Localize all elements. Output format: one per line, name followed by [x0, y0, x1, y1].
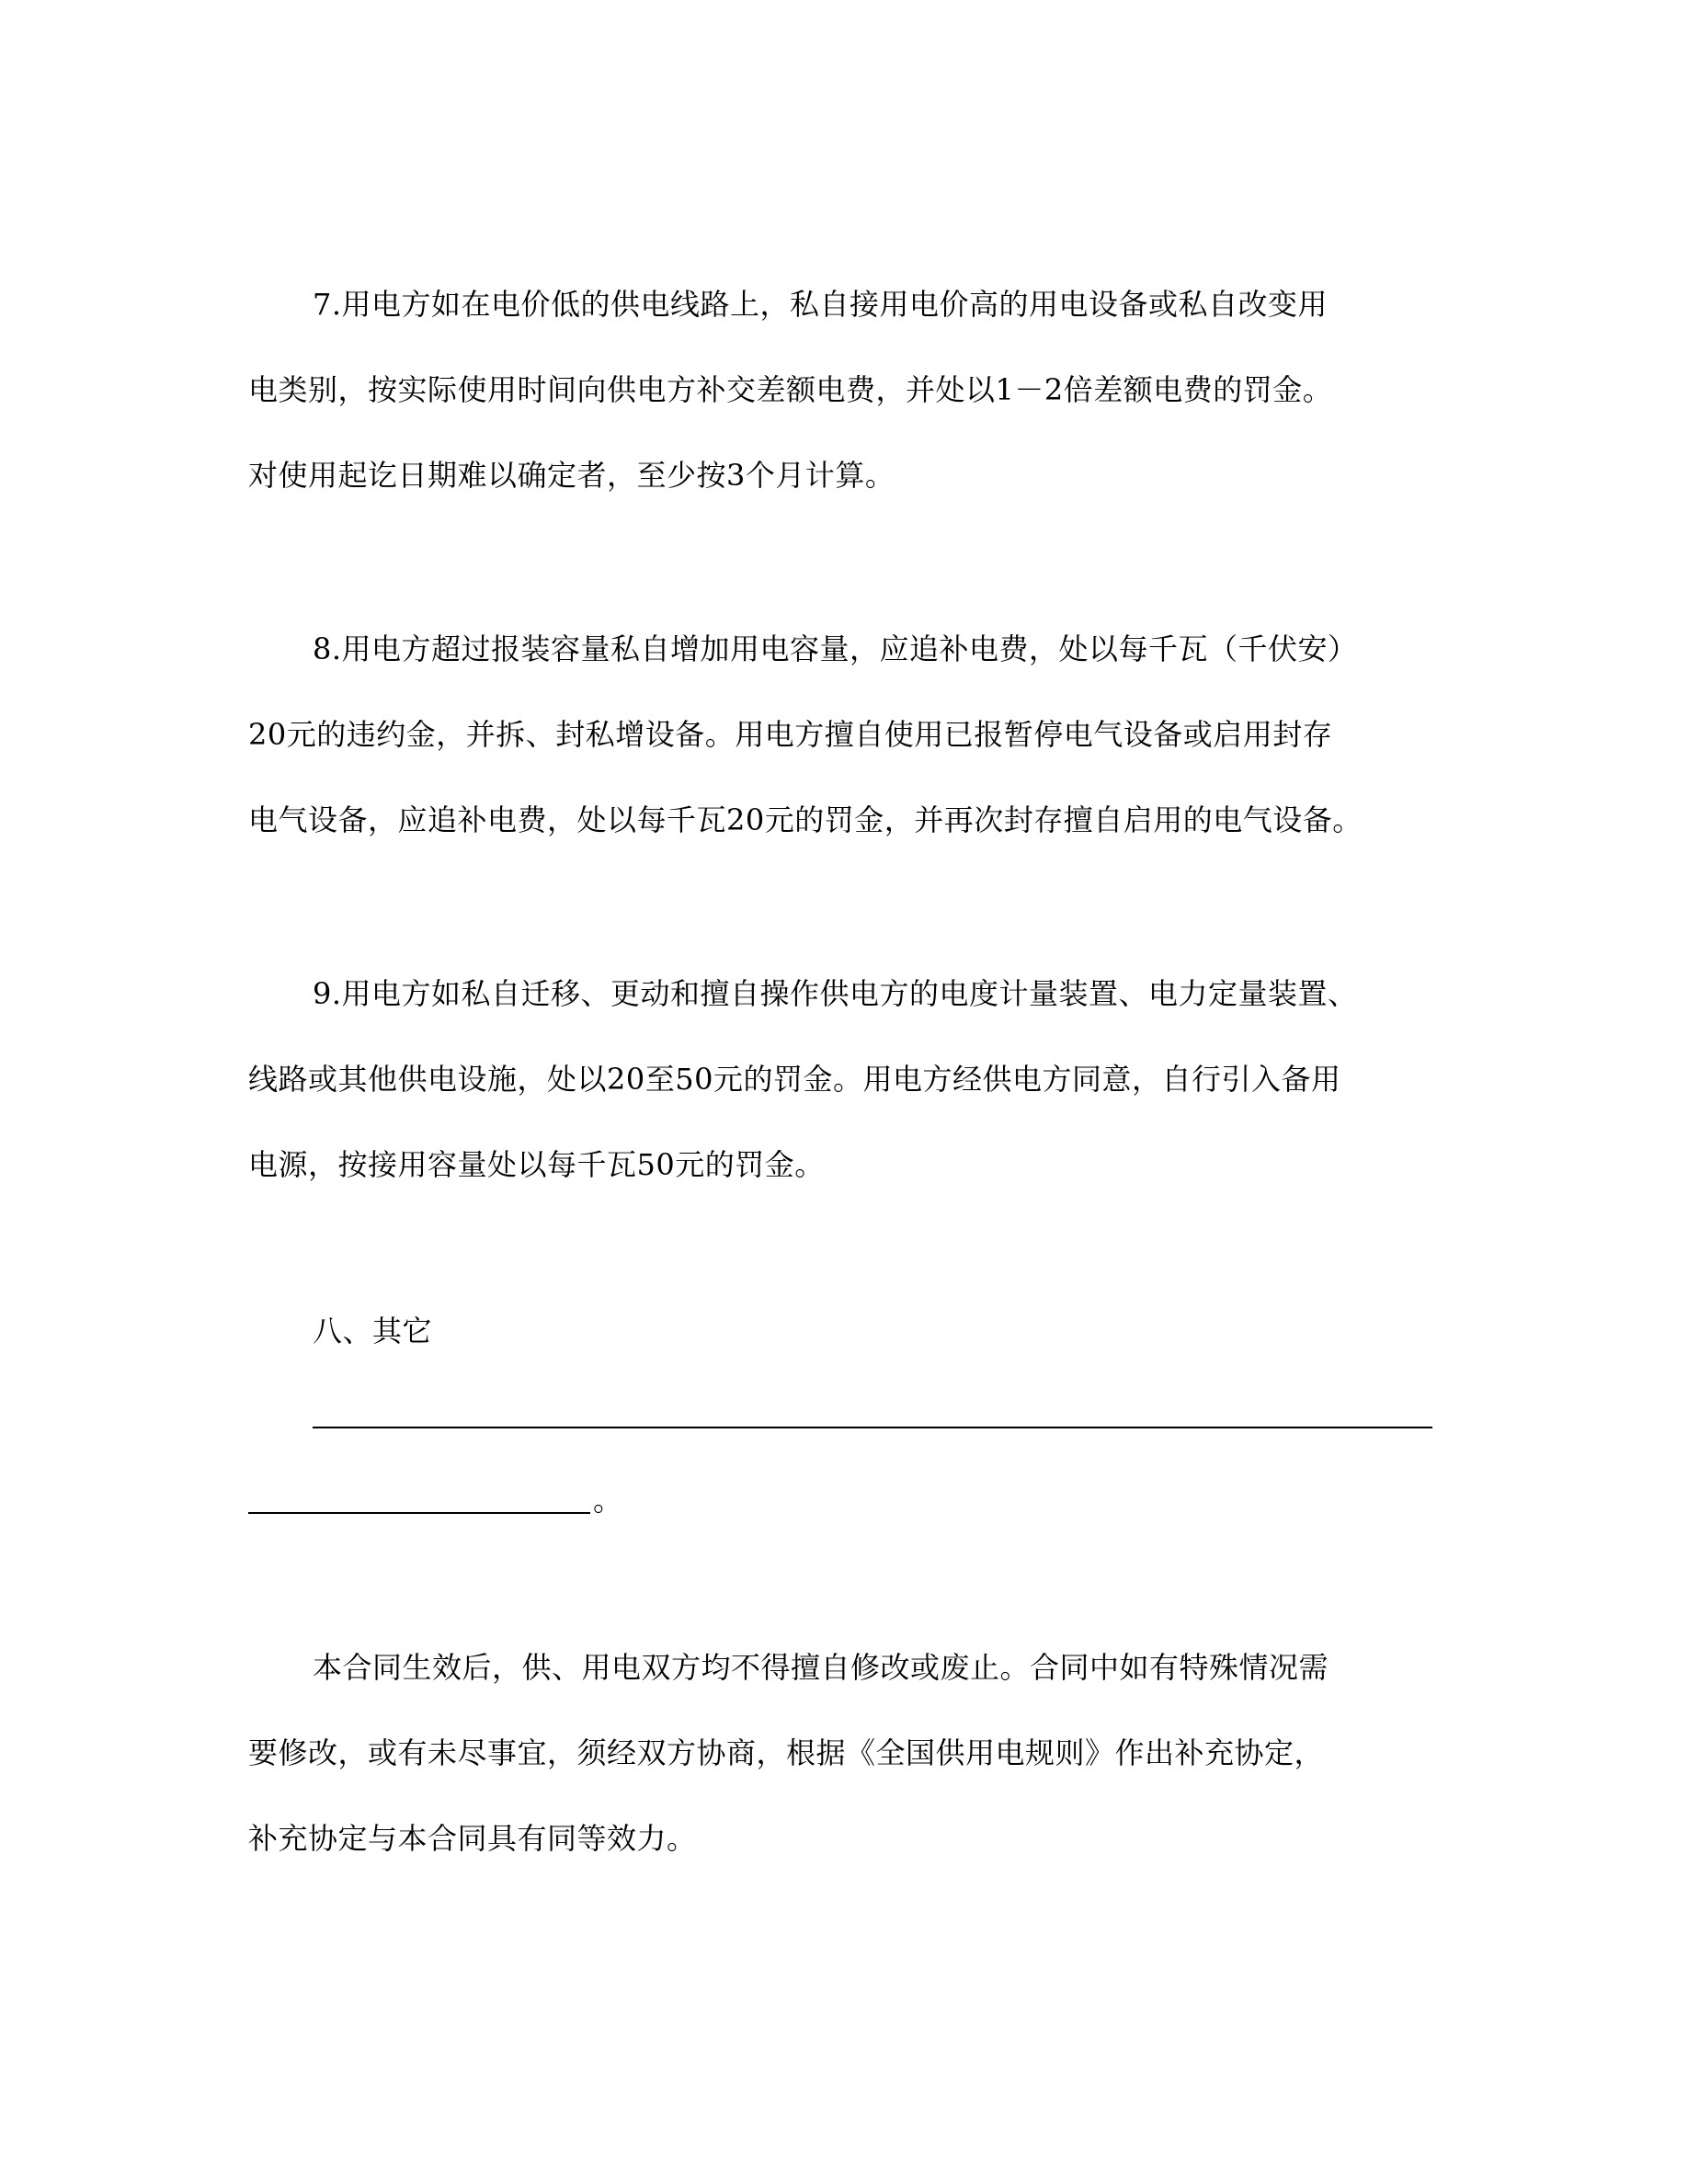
section-heading-other: 八、其它: [313, 1314, 433, 1348]
blank-end-mark: 。: [593, 1483, 623, 1518]
clause-9-line-2: 线路或其他供电设施，处以20至50元的罚金。用电方经供电方同意，自行引入备用: [248, 1062, 1341, 1097]
fill-in-blank-line-1[interactable]: [313, 1427, 1432, 1428]
clause-8-line-2: 20元的违约金，并拆、封私增设备。用电方擅自使用已报暂停电气设备或启用封存: [248, 717, 1333, 752]
clause-8-line-1: 8.用电方超过报装容量私自增加用电容量，应追补电费，处以每千瓦（千伏安）: [313, 631, 1358, 666]
closing-paragraph: [248, 1625, 1434, 1882]
clause-9-line-1: 9.用电方如私自迁移、更动和擅自操作供电方的电度计量装置、电力定量装置、: [313, 976, 1358, 1011]
clause-7-paragraph: [248, 262, 1434, 518]
clause-9-paragraph: [248, 951, 1434, 1208]
clause-8-line-3: 电气设备，应追补电费，处以每千瓦20元的罚金，并再次封存擅自启用的电气设备。: [248, 802, 1363, 837]
clause-7-line-3: 对使用起讫日期难以确定者，至少按3个月计算。: [248, 458, 895, 493]
closing-line-2: 要修改，或有未尽事宜，须经双方协商，根据《全国供用电规则》作出补充协定，: [248, 1735, 1325, 1770]
clause-7-line-1: 7.用电方如在电价低的供电线路上，私自接用电价高的用电设备或私自改变用: [313, 287, 1329, 322]
clause-8-paragraph: [248, 607, 1434, 863]
closing-line-3: 补充协定与本合同具有同等效力。: [248, 1821, 697, 1856]
closing-line-1: 本合同生效后，供、用电双方均不得擅自修改或废止。合同中如有特殊情况需: [313, 1650, 1329, 1685]
fill-in-blank-line-2[interactable]: [248, 1512, 590, 1514]
clause-7-line-2: 电类别，按实际使用时间向供电方补交差额电费，并处以1－2倍差额电费的罚金。: [248, 372, 1333, 407]
clause-9-line-3: 电源，按接用容量处以每千瓦50元的罚金。: [248, 1147, 825, 1182]
